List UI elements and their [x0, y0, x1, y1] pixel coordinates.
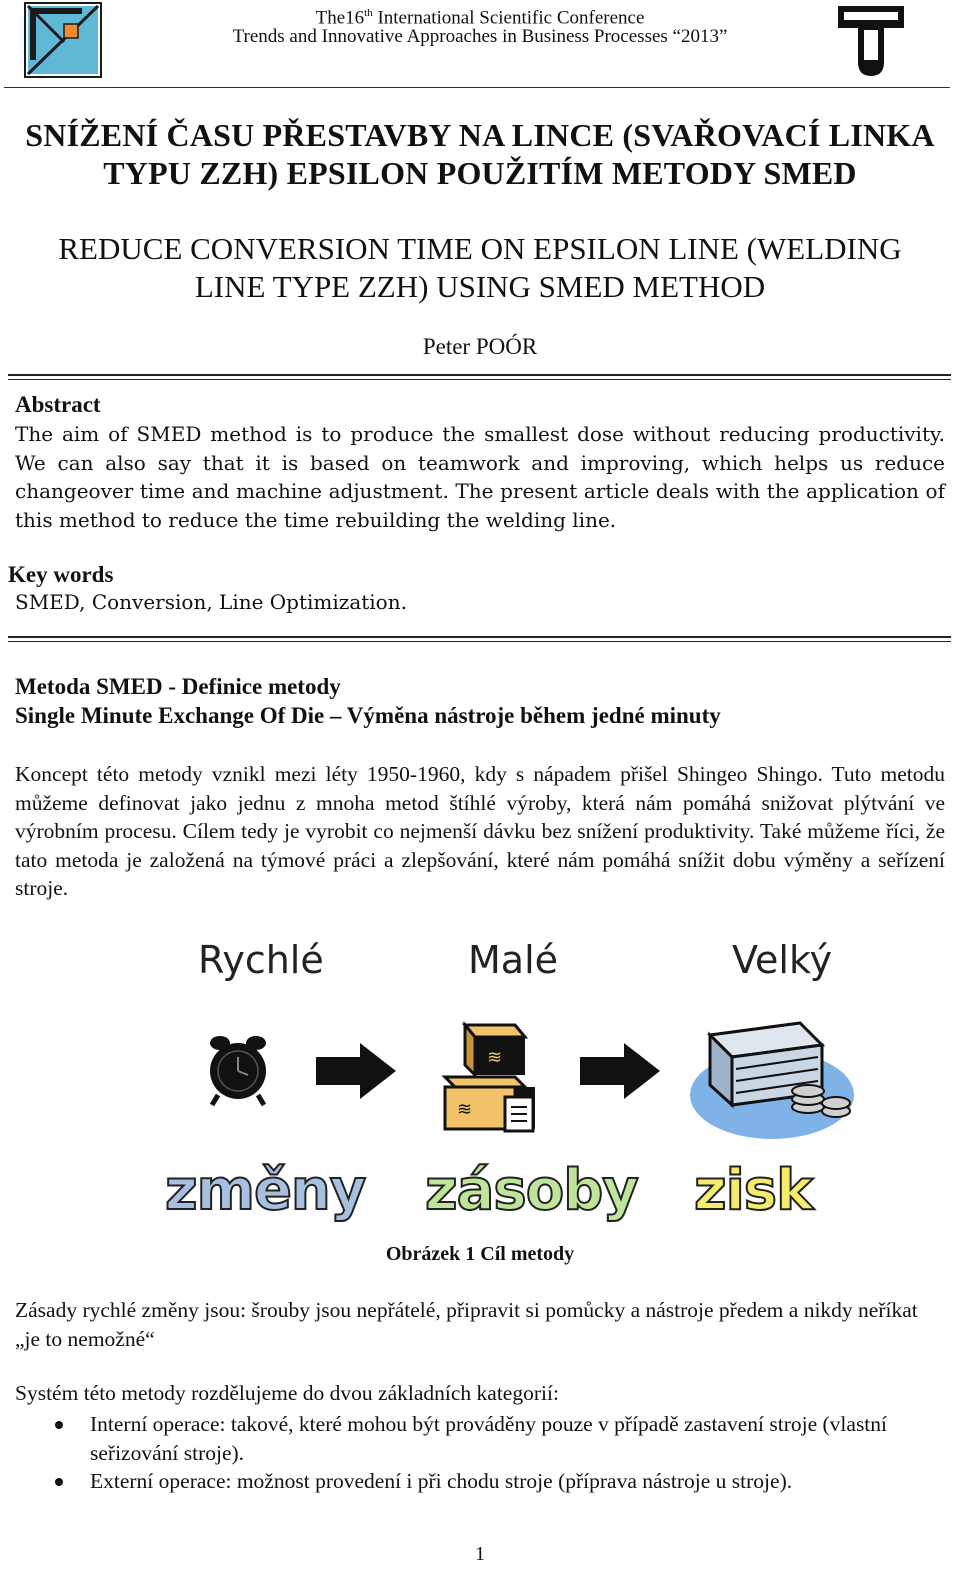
- abstract-text: The aim of SMED method is to produce the smallest dose without reducing productivity. We can also say that it is based on teamwork and improving, which helps us reduce changeover time and machine adjustment. The present article deals with the application of this method to reduce the time rebuilding the welding line.: [15, 422, 945, 532]
- figure-word-rychle: Rychlé: [198, 938, 324, 982]
- title-czech: SNÍŽENÍ ČASU PŘESTAVBY NA LINCE (SVAŘOVACÍ LINKA TYPU ZZH) EPSILON POUŽITÍM METODY SMED: [25, 117, 935, 191]
- figure-caption: Obrázek 1 Cíl metody: [385, 1243, 575, 1265]
- conference-name-line1: The16th International Scientific Conference: [315, 7, 645, 29]
- list-item: Interní operace: takové, které mohou být prováděny pouze v případě zastavení stroje (vlastní seřizování stroje).: [15, 1410, 945, 1467]
- title-english: REDUCE CONVERSION TIME ON EPSILON LINE (WELDING LINE TYPE ZZH) USING SMED METHOD: [58, 231, 902, 304]
- bullet-icon: [55, 1478, 63, 1486]
- section-paragraph: Koncept této metody vznikl mezi léty 1950-1960, kdy s nápadem přišel Shingeo Shingo. Tuto metodu můžeme definovat jako jednu z mnoha metod štíhlé výroby, která nám pomáhá snižovat plýtvání ve výrobním procesu. Cílem tedy je vyrobit co nejmenší dávku bez snížení produktivity. Také můžeme říci, že tato metoda je založená na týmové práci a zlepšování, které nám pomáhá snížit dobu výměny a seřízení stroje.: [15, 762, 945, 900]
- section-subheading: Single Minute Exchange Of Die – Výměna nástroje během jedné minuty: [15, 703, 721, 728]
- figure-icons: [150, 1005, 870, 1145]
- figure-word-zisk: zisk: [694, 1158, 813, 1223]
- figure-word-zasoby: zásoby: [425, 1158, 638, 1223]
- conference-logo-left: [24, 2, 102, 78]
- arrow-right-icon: [580, 1043, 660, 1099]
- svg-text:≋: ≋: [487, 1047, 503, 1068]
- paragraph-principles: Zásady rychlé změny jsou: šrouby jsou nepřátelé, připravit si pomůcky a nástroje předem a nikdy neříkat „je to nemožné“: [15, 1298, 918, 1351]
- category-list: [15, 1410, 945, 1496]
- double-rule-top: [8, 374, 951, 380]
- svg-text:≋: ≋: [457, 1099, 473, 1120]
- double-rule-bottom: [8, 636, 951, 642]
- conference-name-line2: Trends and Innovative Approaches in Business Processes “2013”: [232, 26, 728, 47]
- alarm-clock-icon: [210, 1036, 266, 1105]
- page-number: 1: [475, 1543, 485, 1565]
- boxes-icon: [445, 1025, 535, 1131]
- abstract-heading: Abstract: [15, 392, 101, 417]
- section-heading: Metoda SMED - Definice metody: [15, 674, 341, 699]
- figure-word-velky: Velký: [732, 938, 833, 982]
- header-rule: [4, 87, 950, 88]
- list-item: Externí operace: možnost provedení i při chodu stroje (příprava nástroje u stroje).: [15, 1467, 945, 1496]
- paragraph-categories: Systém této metody rozdělujeme do dvou základních kategorií:: [15, 1381, 559, 1405]
- author-name: Peter POÓR: [422, 334, 538, 359]
- university-logo-right: [832, 2, 910, 80]
- money-icon: [690, 1023, 854, 1139]
- arrow-right-icon: [316, 1043, 396, 1099]
- bullet-icon: [55, 1421, 63, 1429]
- figure-word-male: Malé: [468, 938, 559, 982]
- keywords-heading: Key words: [8, 562, 114, 587]
- keywords-text: SMED, Conversion, Line Optimization.: [15, 590, 407, 614]
- figure-word-zmeny: změny: [165, 1158, 366, 1223]
